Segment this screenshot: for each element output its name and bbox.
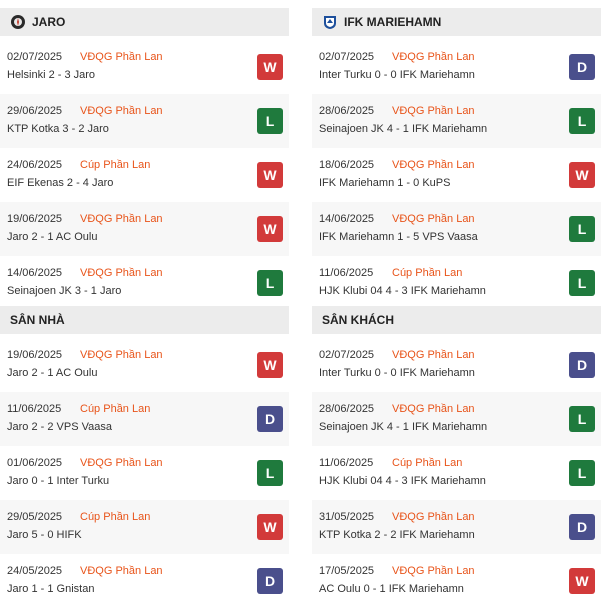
match-date: 24/05/2025 xyxy=(7,565,63,577)
match-date: 11/06/2025 xyxy=(7,403,62,415)
match-score: Inter Turku 0 - 0 IFK Mariehamn xyxy=(319,367,475,379)
result-badge: W xyxy=(257,514,283,540)
result-badge: W xyxy=(257,352,283,378)
match-date: 01/06/2025 xyxy=(7,457,63,469)
match-row xyxy=(312,446,601,500)
match-competition: VĐQG Phần Lan xyxy=(80,565,163,577)
match-date: 29/06/2025 xyxy=(7,105,63,117)
match-competition: VĐQG Phần Lan xyxy=(392,565,475,577)
match-competition: VĐQG Phần Lan xyxy=(392,105,475,117)
match-score: HJK Klubi 04 4 - 3 IFK Mariehamn xyxy=(319,475,486,487)
result-badge: D xyxy=(569,54,595,80)
match-competition: Cúp Phần Lan xyxy=(80,159,151,171)
ifk-logo-icon xyxy=(322,14,338,30)
match-row xyxy=(312,500,601,554)
match-row xyxy=(0,148,289,202)
away-title: SÂN KHÁCH xyxy=(322,313,394,327)
match-row xyxy=(0,40,289,94)
result-badge: L xyxy=(569,108,595,134)
match-competition: VĐQG Phần Lan xyxy=(392,403,475,415)
result-badge: D xyxy=(257,406,283,432)
home-header xyxy=(0,306,289,334)
match-date: 29/05/2025 xyxy=(7,511,63,523)
match-score: HJK Klubi 04 4 - 3 IFK Mariehamn xyxy=(319,285,486,297)
home-match-list xyxy=(0,334,289,608)
match-score: EIF Ekenas 2 - 4 Jaro xyxy=(7,177,114,189)
result-badge: L xyxy=(569,406,595,432)
match-row xyxy=(312,94,601,148)
match-score: KTP Kotka 3 - 2 Jaro xyxy=(7,123,109,135)
match-row xyxy=(312,148,601,202)
result-badge: L xyxy=(257,460,283,486)
match-competition: Cúp Phần Lan xyxy=(80,403,151,415)
match-score: IFK Mariehamn 1 - 5 VPS Vaasa xyxy=(319,231,478,243)
match-competition: VĐQG Phần Lan xyxy=(392,213,475,225)
result-badge: W xyxy=(257,216,283,242)
match-row xyxy=(0,392,289,446)
match-row xyxy=(0,500,289,554)
ifk-title: IFK MARIEHAMN xyxy=(344,15,442,29)
match-competition: VĐQG Phần Lan xyxy=(80,457,163,469)
ifk-match-list xyxy=(312,36,601,310)
match-competition: Cúp Phần Lan xyxy=(392,267,463,279)
match-competition: VĐQG Phần Lan xyxy=(80,213,163,225)
match-date: 24/06/2025 xyxy=(7,159,63,171)
match-row xyxy=(0,202,289,256)
match-competition: VĐQG Phần Lan xyxy=(392,349,475,361)
match-row xyxy=(0,94,289,148)
match-date: 02/07/2025 xyxy=(319,51,375,63)
match-score: Jaro 2 - 1 AC Oulu xyxy=(7,367,98,379)
match-score: Helsinki 2 - 3 Jaro xyxy=(7,69,96,81)
match-score: Jaro 2 - 1 AC Oulu xyxy=(7,231,98,243)
away-form-panel xyxy=(312,306,601,608)
result-badge: W xyxy=(257,162,283,188)
match-date: 02/07/2025 xyxy=(7,51,63,63)
match-date: 14/06/2025 xyxy=(7,267,63,279)
match-row xyxy=(312,338,601,392)
match-score: Seinajoen JK 4 - 1 IFK Mariehamn xyxy=(319,123,488,135)
match-row xyxy=(0,554,289,608)
match-row xyxy=(0,256,289,310)
result-badge: D xyxy=(569,352,595,378)
result-badge: L xyxy=(569,216,595,242)
away-match-list xyxy=(312,334,601,608)
match-date: 11/06/2025 xyxy=(319,267,374,279)
match-competition: VĐQG Phần Lan xyxy=(392,511,475,523)
match-competition: Cúp Phần Lan xyxy=(392,457,463,469)
match-score: Jaro 1 - 1 Gnistan xyxy=(7,583,95,595)
match-score: Seinajoen JK 4 - 1 IFK Mariehamn xyxy=(319,421,488,433)
match-row xyxy=(0,446,289,500)
home-title: SÂN NHÀ xyxy=(10,313,65,327)
match-competition: VĐQG Phần Lan xyxy=(392,51,475,63)
match-competition: VĐQG Phần Lan xyxy=(80,51,163,63)
match-row xyxy=(0,338,289,392)
match-competition: VĐQG Phần Lan xyxy=(80,267,163,279)
match-score: Jaro 5 - 0 HIFK xyxy=(7,529,82,541)
jaro-title: JARO xyxy=(32,15,66,29)
result-badge: L xyxy=(257,270,283,296)
result-badge: D xyxy=(257,568,283,594)
match-date: 17/05/2025 xyxy=(319,565,375,577)
match-score: Jaro 2 - 2 VPS Vaasa xyxy=(7,421,112,433)
match-score: KTP Kotka 2 - 2 IFK Mariehamn xyxy=(319,529,475,541)
match-date: 31/05/2025 xyxy=(319,511,375,523)
result-badge: W xyxy=(569,162,595,188)
match-competition: Cúp Phần Lan xyxy=(80,511,151,523)
jaro-header xyxy=(0,8,289,36)
match-competition: VĐQG Phần Lan xyxy=(392,159,475,171)
ifk-header xyxy=(312,8,601,36)
result-badge: L xyxy=(569,460,595,486)
match-row xyxy=(312,554,601,608)
match-score: IFK Mariehamn 1 - 0 KuPS xyxy=(319,177,451,189)
result-badge: L xyxy=(257,108,283,134)
ifk-form-panel xyxy=(312,8,601,310)
result-badge: L xyxy=(569,270,595,296)
match-row xyxy=(312,392,601,446)
match-date: 28/06/2025 xyxy=(319,403,375,415)
home-form-panel xyxy=(0,306,289,608)
match-date: 18/06/2025 xyxy=(319,159,375,171)
match-row xyxy=(312,202,601,256)
match-date: 19/06/2025 xyxy=(7,213,63,225)
match-row xyxy=(312,40,601,94)
match-date: 14/06/2025 xyxy=(319,213,375,225)
away-header xyxy=(312,306,601,334)
match-competition: VĐQG Phần Lan xyxy=(80,105,163,117)
match-date: 02/07/2025 xyxy=(319,349,375,361)
match-date: 19/06/2025 xyxy=(7,349,63,361)
match-score: Seinajoen JK 3 - 1 Jaro xyxy=(7,285,122,297)
result-badge: W xyxy=(569,568,595,594)
match-score: Jaro 0 - 1 Inter Turku xyxy=(7,475,110,487)
match-competition: VĐQG Phần Lan xyxy=(80,349,163,361)
match-date: 11/06/2025 xyxy=(319,457,374,469)
match-score: AC Oulu 0 - 1 IFK Mariehamn xyxy=(319,583,464,595)
match-score: Inter Turku 0 - 0 IFK Mariehamn xyxy=(319,69,475,81)
match-date: 28/06/2025 xyxy=(319,105,375,117)
jaro-match-list xyxy=(0,36,289,310)
jaro-logo-icon xyxy=(10,14,26,30)
result-badge: W xyxy=(257,54,283,80)
match-row xyxy=(312,256,601,310)
jaro-form-panel xyxy=(0,8,289,310)
result-badge: D xyxy=(569,514,595,540)
